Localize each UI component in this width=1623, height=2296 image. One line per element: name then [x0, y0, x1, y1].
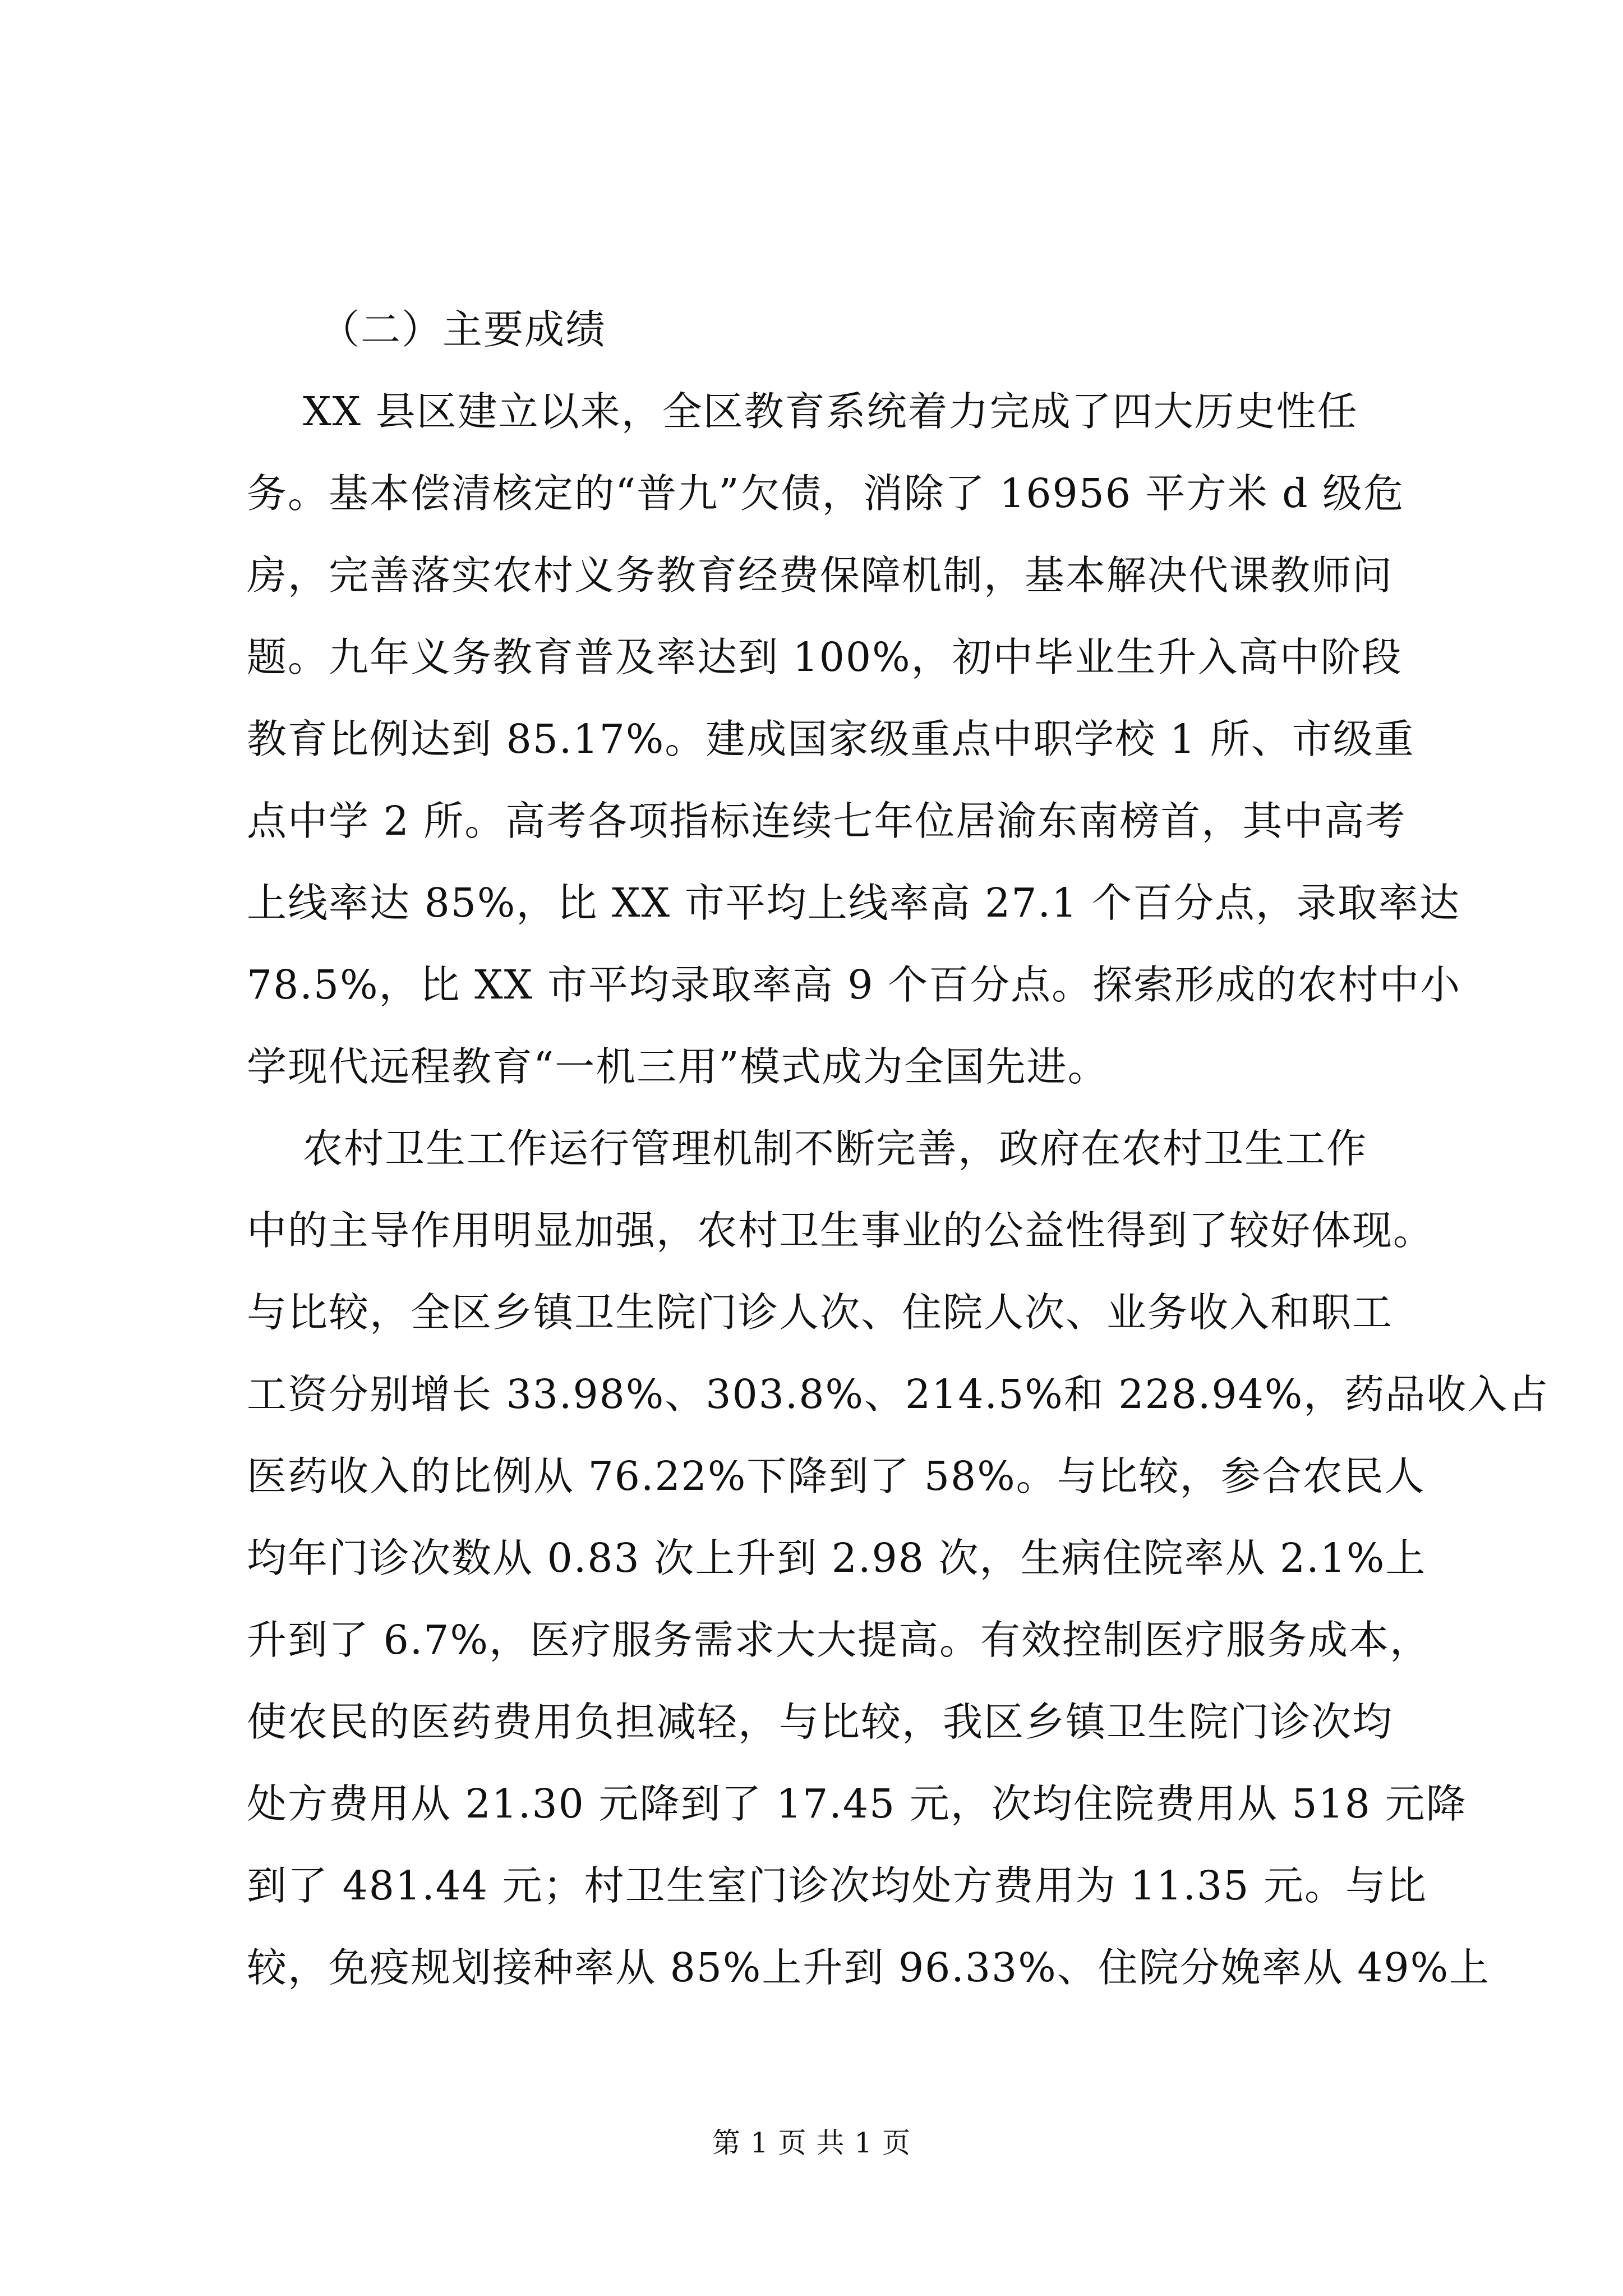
paragraph-line: 均年门诊次数从 0.83 次上升到 2.98 次，生病住院率从 2.1%上	[247, 1535, 1427, 1581]
section-heading: （二）主要成绩	[320, 306, 607, 353]
paragraph-line: XX 县区建立以来，全区教育系统着力完成了四大历史性任	[303, 388, 1358, 435]
paragraph-line: 升到了 6.7%，医疗服务需求大大提高。有效控制医疗服务成本，	[247, 1617, 1431, 1663]
paragraph-line: 学现代远程教育“一机三用”模式成为全国先进。	[247, 1043, 1109, 1090]
paragraph-line: 务。基本偿清核定的“普九”欠债，消除了 16956 平方米 d 级危	[247, 470, 1405, 517]
paragraph-line: 上线率达 85%，比 XX 市平均上线率高 27.1 个百分点，录取率达	[247, 880, 1460, 926]
paragraph-line: 教育比例达到 85.17%。建成国家级重点中职学校 1 所、市级重	[247, 716, 1415, 762]
paragraph-line: 使农民的医药费用负担减轻，与比较，我区乡镇卫生院门诊次均	[247, 1699, 1394, 1745]
paragraph-line: 点中学 2 所。高考各项指标连续七年位居渝东南榜首，其中高考	[247, 798, 1407, 844]
page-footer: 第 1 页 共 1 页	[712, 2127, 911, 2159]
paragraph-line: 农村卫生工作运行管理机制不断完善，政府在农村卫生工作	[303, 1125, 1368, 1172]
paragraph-line: 房，完善落实农村义务教育经费保障机制，基本解决代课教师问	[247, 552, 1394, 599]
paragraph-line: 与比较，全区乡镇卫生院门诊人次、住院人次、业务收入和职工	[247, 1289, 1394, 1336]
paragraph-line: 题。九年义务教育普及率达到 100%，初中毕业生升入高中阶段	[247, 634, 1403, 680]
paragraph-line: 78.5%，比 XX 市平均录取率高 9 个百分点。探索形成的农村中小	[247, 961, 1461, 1008]
paragraph-line: 处方费用从 21.30 元降到了 17.45 元，次均住院费用从 518 元降	[247, 1780, 1467, 1827]
paragraph-line: 医药收入的比例从 76.22%下降到了 58%。与比较，参合农民人	[247, 1453, 1426, 1499]
paragraph-line: 较，免疫规划接种率从 85%上升到 96.33%、住院分娩率从 49%上	[247, 1944, 1491, 1991]
paragraph-line: 工资分别增长 33.98%、303.8%、214.5%和 228.94%，药品收入占	[247, 1371, 1550, 1418]
paragraph-line: 到了 481.44 元；村卫生室门诊次均处方费用为 11.35 元。与比	[247, 1862, 1427, 1909]
paragraph-line: 中的主导作用明显加强，农村卫生事业的公益性得到了较好体现。	[247, 1207, 1435, 1254]
